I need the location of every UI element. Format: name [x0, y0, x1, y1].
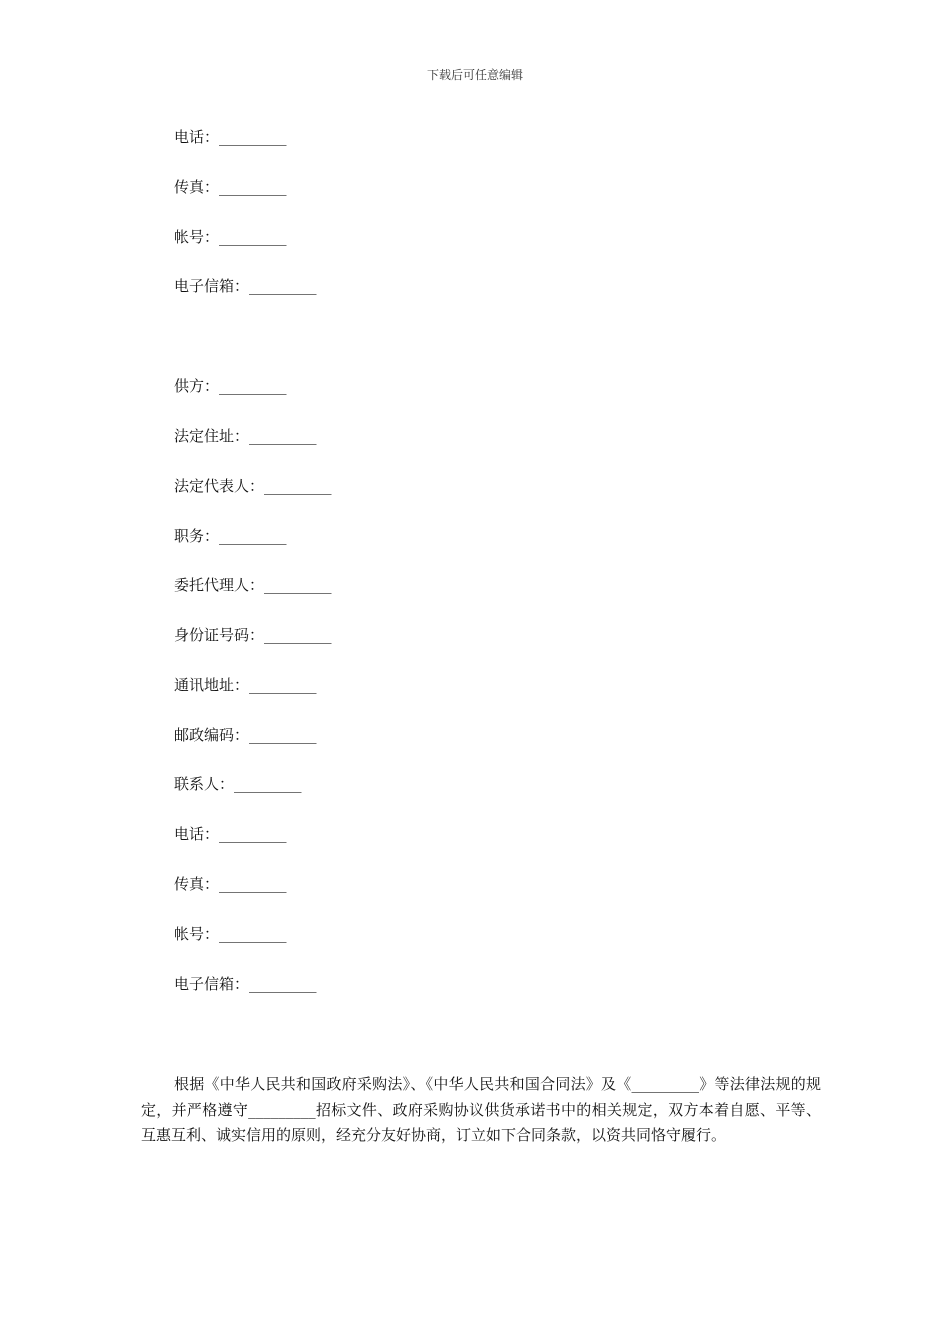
supplier-address-field: 法定住址：_________	[174, 427, 317, 445]
supplier-mail-address-field: 通讯地址：_________	[174, 676, 317, 694]
supplier-account-field: 帐号：_________	[174, 925, 287, 943]
contract-preamble-paragraph: 根据《中华人民共和国政府采购法》、《中华人民共和国合同法》及《_________》等法律法规的规定，并严格遵守_________招标文件、政府采购协议供货承诺书中的相关规定，双方本着自愿、平等、互惠互利、诚实信用的原则，经充分友好协商，订立如下合同条款，以资共同恪守履行。	[141, 1075, 821, 1144]
supplier-position-field: 职务：_________	[174, 527, 287, 545]
buyer-phone-field: 电话：_________	[174, 128, 287, 146]
supplier-legal-rep-field: 法定代表人：_________	[174, 477, 332, 495]
supplier-fax-field: 传真：_________	[174, 875, 287, 893]
buyer-account-field: 帐号：_________	[174, 228, 287, 246]
supplier-agent-field: 委托代理人：_________	[174, 576, 332, 594]
supplier-id-number-field: 身份证号码：_________	[174, 626, 332, 644]
supplier-email-field: 电子信箱：_________	[174, 975, 317, 993]
supplier-postcode-field: 邮政编码：_________	[174, 726, 317, 744]
buyer-email-field: 电子信箱：_________	[174, 277, 317, 295]
page-header: 下载后可任意编辑	[426, 68, 523, 82]
supplier-name-field: 供方：_________	[174, 377, 287, 395]
supplier-phone-field: 电话：_________	[174, 825, 287, 843]
supplier-contact-field: 联系人：_________	[174, 775, 302, 793]
buyer-fax-field: 传真：_________	[174, 178, 287, 196]
